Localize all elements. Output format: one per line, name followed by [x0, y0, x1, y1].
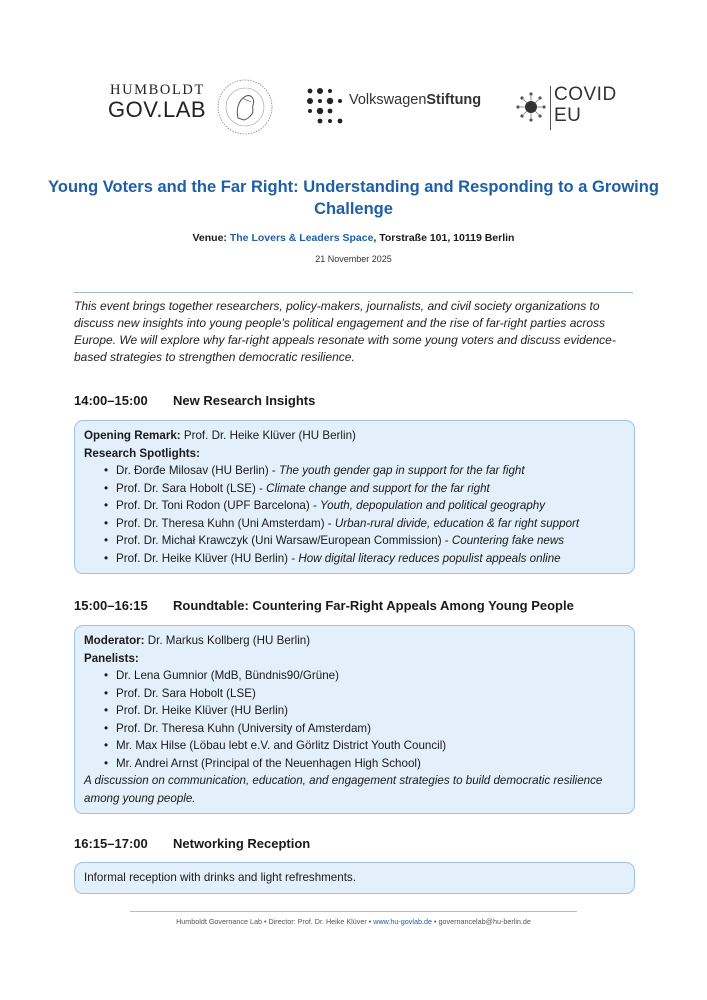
list-item — [104, 550, 625, 568]
email-link[interactable]: governancelab@hu-berlin.de — [438, 917, 531, 926]
session-title: Networking Reception — [173, 836, 311, 851]
speaker: Prof. Dr. Michał Krawczyk (Uni Warsaw/European Commission) - — [116, 534, 452, 547]
session-title: Roundtable: Countering Far-Right Appeals Among Young People — [173, 598, 574, 613]
list-item: • Dr. Lena Gumnior (MdB, Bündnis90/Grüne) — [104, 667, 625, 685]
speaker: Prof. Dr. Toni Rodon (UPF Barcelona) - — [116, 499, 321, 512]
volkswagen-stiftung-dots-icon — [305, 86, 345, 126]
opening-remark-label: Opening Remark: — [84, 429, 181, 442]
list-item — [104, 497, 625, 515]
session-heading — [74, 598, 574, 613]
roundtable-summary: A discussion on communication, education, and engagement strategies to build democratic resilience among young people. — [84, 774, 603, 805]
footer — [0, 917, 707, 926]
talk-topic: Urban-rural divide, education & far right support — [334, 516, 580, 530]
covid-eu-virus-icon — [514, 90, 548, 124]
talk-topic: How digital literacy reduces populist appeals online — [298, 551, 561, 565]
list-item: • Mr. Andrei Arnst (Principal of the Neuenhagen High School) — [104, 755, 625, 773]
list-item: • Mr. Max Hilse (Löbau lebt e.V. and Görlitz District Youth Council) — [104, 737, 625, 755]
list-item — [104, 480, 625, 498]
list-item — [104, 515, 625, 533]
session-time: 16:15–17:00 — [74, 836, 148, 851]
session-box — [74, 625, 635, 814]
opening-remark — [84, 427, 625, 445]
talk-topic: Youth, depopulation and political geography — [320, 499, 546, 512]
speaker: Prof. Dr. Theresa Kuhn (Uni Amsterdam) - — [116, 516, 335, 530]
research-spotlights-label: Research Spotlights: — [84, 446, 200, 460]
event-description: This event brings together researchers, policy-makers, journalists, and civil society organizations to discuss new insights into young people's political engagement and the rise of far-right parties across Europe. We will explore why far-right appeals resonate with some young voters and discuss evidence-based strategies to strengthen democratic resilience. — [74, 299, 616, 364]
event-date: 21 November 2025 — [315, 254, 392, 264]
covid-eu-wordmark — [554, 84, 617, 126]
vw-bold-text: Stiftung — [426, 92, 482, 108]
talk-topic: The youth gender gap in support for the far fight — [279, 464, 525, 477]
covid-eu-divider — [550, 86, 551, 130]
event-title: Young Voters and the Far Right: Understanding and Responding to a Growing Challenge — [48, 178, 659, 218]
session-time: 14:00–15:00 — [74, 393, 148, 408]
list-item: • Prof. Dr. Sara Hobolt (LSE) — [104, 685, 625, 703]
list-item — [104, 532, 625, 550]
moderator-label: Moderator: — [84, 634, 145, 647]
list-item: • Prof. Dr. Theresa Kuhn (University of Amsterdam) — [104, 720, 625, 738]
venue-label: Venue: — [192, 232, 227, 244]
vw-light-text: Volkswagen — [349, 92, 427, 108]
panelists-label: Panelists: — [84, 651, 139, 665]
list-item — [104, 462, 625, 480]
venue-line — [0, 232, 707, 244]
talk-topic: Countering fake news — [451, 534, 565, 547]
university-seal-icon — [216, 78, 274, 136]
moderator-value: Dr. Markus Kollberg (HU Berlin) — [144, 634, 311, 647]
speaker: Dr. Đorđe Milosav (HU Berlin) - — [116, 464, 279, 477]
session-time: 15:00–16:15 — [74, 598, 148, 613]
list-item: • Prof. Dr. Heike Klüver (HU Berlin) — [104, 702, 625, 720]
eu-text: EU — [554, 105, 582, 126]
reception-description: Informal reception with drinks and light refreshments. — [84, 871, 356, 884]
venue-address: , Torstraße 101, 10119 Berlin — [373, 232, 515, 244]
session-heading — [74, 836, 310, 851]
session-box — [74, 420, 635, 574]
website-link[interactable]: www.hu-govlab.de — [373, 917, 432, 926]
speaker: Prof. Dr. Sara Hobolt (LSE) - — [116, 481, 267, 495]
humboldt-govlab-logo — [108, 82, 213, 123]
research-spotlights-list — [84, 462, 625, 567]
volkswagen-stiftung-wordmark — [349, 92, 481, 108]
covid-text: COVID — [554, 84, 617, 105]
intro-divider — [74, 292, 633, 293]
venue-name: The Lovers & Leaders Space — [229, 232, 374, 244]
govlab-wordmark: GOV.LAB — [108, 97, 207, 122]
panelists-list — [84, 667, 625, 772]
speaker: Prof. Dr. Heike Klüver (HU Berlin) - — [116, 551, 299, 565]
session-heading — [74, 393, 315, 408]
talk-topic: Climate change and support for the far right — [266, 481, 490, 495]
footer-org: Humboldt Governance Lab • Director: Prof. Dr. Heike Klüver • — [176, 917, 374, 926]
footer-separator: • — [431, 917, 439, 926]
opening-remark-value: Prof. Dr. Heike Klüver (HU Berlin) — [180, 429, 356, 442]
session-box — [74, 862, 635, 894]
moderator — [84, 632, 625, 650]
session-title: New Research Insights — [173, 393, 316, 408]
footer-divider — [130, 911, 577, 912]
humboldt-wordmark: HUMBOLDT — [110, 82, 205, 98]
logo-bar — [0, 78, 707, 138]
